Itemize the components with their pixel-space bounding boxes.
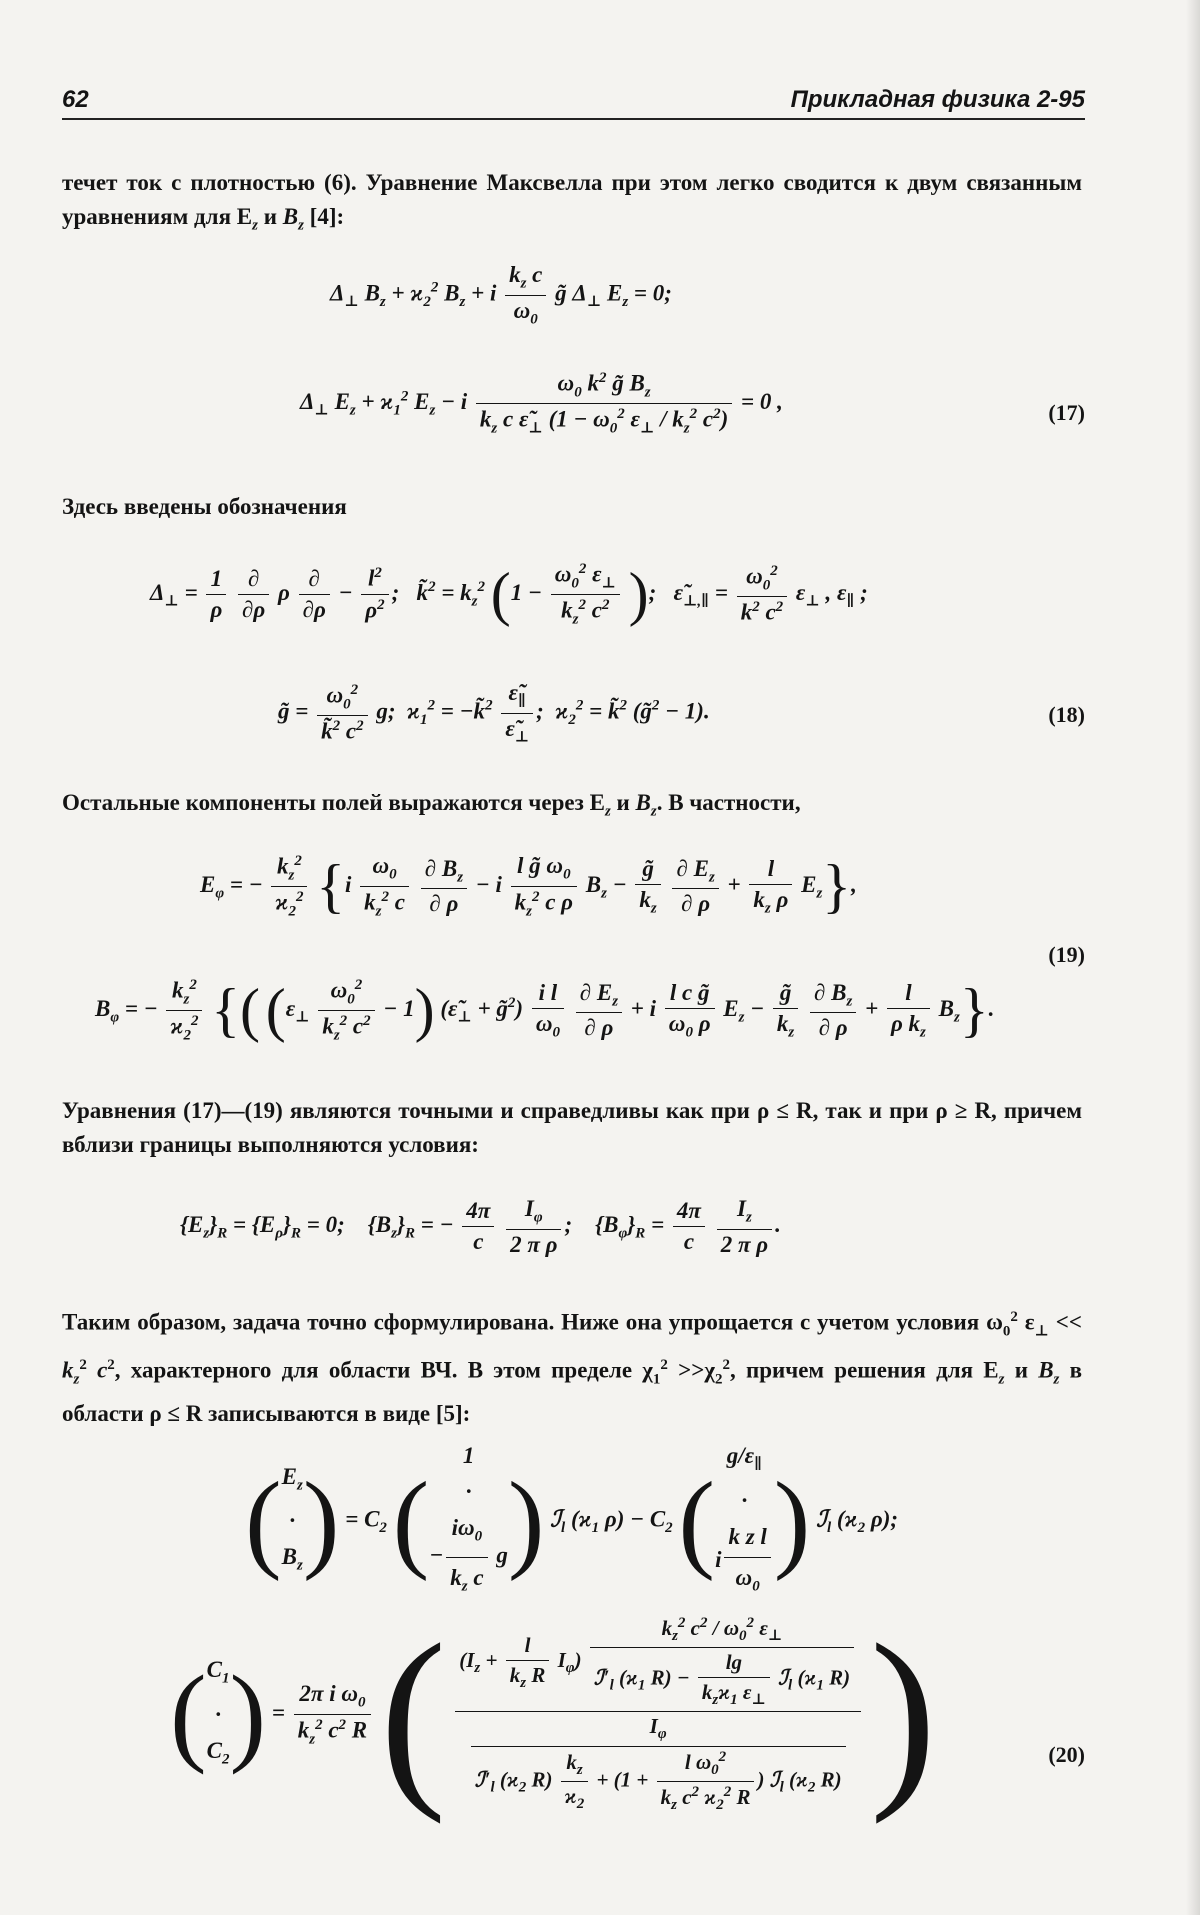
- paragraph-simplification-text: Таким образом, задача точно сформулирована. Ниже она упрощается с учетом условия ω: [62, 1309, 1003, 1335]
- paragraph-components-tail: . В частности,: [656, 790, 801, 815]
- equation-17-line2: $\Delta_\perp$ $E_z + ϰ_1^2$ $E_z - i$ $\frac{\omega_0 k^2 g̃ B_z}{k_z c \varepsiloñ_\perp (1 - \omega_0^2 \varepsilon_\perp / k_z^2 c^2)}$ = 0 ,: [300, 370, 783, 437]
- equation-20-line1: ($E_z$ · $B_z) = C_2$ (1 · − $\frac{i\omega_0}{k_z c}$ g) ℐ$_l$ ($ϰ_1$ $\rho) - C_2$ ($g/\varepsilon_\parallel$ · i $\frac{\text{k z l}}{\omega_0}$ ) ℐ$_l$ ($ϰ_2$ ρ);: [245, 1438, 898, 1604]
- equation-19-line1: $E_\varphi$ = − $\frac{k_z^2}{ϰ_2^2}$ {i $\frac{\omega_0}{k_z^2 c}$ $\frac{\partial B_z}{\partial \rho}$ − i $\frac{l g̃ \omega_0}{k_z^2 c \rho}$ $B_z$ − $\frac{g̃}{k_z}$ $\frac{\partial E_z}{\partial \rho}$ + $\frac{l}{k_z \rho}$ $E_z$},: [200, 852, 857, 920]
- page-number: 62: [62, 86, 89, 113]
- paragraph-simplification-tail: , причем решения для E: [729, 1357, 999, 1383]
- paragraph-simplification-end: в области ρ ≤ R записываются в виде [5]:: [62, 1357, 1083, 1426]
- equation-19-line2: $B_\varphi$ = − $\frac{k_z^2}{ϰ_2^2}$ {( ($\varepsilon_\perp$ $\frac{\omega_0^2}{k_z^2 c^2}$ − 1) ($\varepsiloñ_\perp$ + g̃$^2$) $\frac{\text{i l}}{\omega_0}$ $\frac{\partial E_z}{\partial \rho}$ + i $\frac{\text{l c g̃}}{\omega_0 \rho}$ $E_z$ − $\frac{g̃}{k_z}$ $\frac{\partial B_z}{\partial \rho}$ + $\frac{l}{\rho k_z}$ $B_z$}.: [95, 976, 995, 1044]
- paragraph-components-text: Остальные компоненты полей выражаются через E: [62, 790, 605, 815]
- journal-title: Прикладная физика 2-95: [790, 86, 1085, 113]
- equation-boundary-conditions: $\{E_z\}_R = \{E_\rho\}_R = 0$; $\{B_z\}_R$ = − $\frac{4\pi}{c}$ $\frac{I_\varphi}{\text{2 π ρ}}$ ; $\{B_\varphi\}_R$ = $\frac{4\pi}{c}$ $\frac{I_z}{\text{2 π ρ}}$ .: [180, 1196, 781, 1257]
- equation-number-17: (17): [1048, 400, 1085, 425]
- page-header: [62, 82, 1085, 120]
- paragraph-simplification: Таким образом, задача точно сформулирована. Ниже она упрощается с учетом условия $\omega_0^2$ $\varepsilon_\perp << k_z^2$ $c^2$, характерного для области ВЧ. В этом пределе $\chi_1^2 >>\chi_2^2$, причем решения для $E_z$ и $B_z$ в области ρ ≤ R записываются в виде [5]:: [62, 1309, 1083, 1426]
- equation-20-line2: ($C_1$ · $C_2$) = $\frac{2\pi i \omega_0}{k_z^2 c^2 R}$ ( ($I_z$ + $\frac{l}{k_z R}$ $I_\varphi$) $k_z^2$ $c^2 / \omega_0^2$ $\varepsilon_\perp$ $ℐ'_l$ ($ϰ_1$ R) − $\frac{\lg}{k_zϰ_1 \varepsilon_\perp}$ ℐ$_l$ ($ϰ_1$ R) $I_\varphi$ $ℐ'_l$ ($ϰ_2$ R) $\frac{k_z}{ϰ_2}$ + (1 + $\frac{l \omega_0^2}{k_z c^2 ϰ_2^2 R}$ ) ℐ$_l$ ($ϰ_2$ R) ): [170, 1604, 937, 1825]
- paragraph-notation: Здесь введены обозначения: [62, 494, 347, 519]
- paragraph-exact: Уравнения (17)—(19) являются точными и справедливы как при ρ ≤ R, так и при ρ ≥ R, причем вблизи границы выполняются условия:: [62, 1098, 1082, 1157]
- paragraph-simplification-mid: , характерного для области ВЧ. В этом пределе χ: [114, 1357, 653, 1383]
- paragraph-intro-tail: [4]:: [303, 204, 345, 229]
- paragraph-intro: течет ток с плотностью (6). Уравнение Максвелла при этом легко сводится к двум связанным уравнениям для $E_z$ и $B_z$ [4]:: [62, 170, 1082, 234]
- equation-18-line1: $\Delta_\perp$ = $\frac{1}{\rho}$ $\frac{\partial}{\partial\rho}$ ρ $\frac{\partial}{\partial\rho}$ − $\frac{l^2}{\rho^2}$ ; k̃$^2$ = $k_z^2$ (1 − $\frac{\omega_0^2 \varepsilon_\perp}{k_z^2 c^2}$ ); $\varepsiloñ_{\perp,\parallel}$ = $\frac{\omega_0^2}{k^2 c^2}$ $\varepsilon_\perp$ , $\varepsilon_\parallel$ ;: [150, 560, 868, 628]
- equation-18-line2: g̃ = $\frac{\omega_0^2}{k̃^2 c^2}$ g; $ϰ_1^2$ = −k̃$^2$ $\frac{\varepsiloñ_\parallel}{\varepsiloñ_\perp}$ ; $ϰ_2^2$ = k̃$^2$ (g̃$^2$ − 1).: [278, 680, 710, 746]
- equation-number-20: (20): [1048, 1742, 1085, 1767]
- scan-edge-shadow: [1186, 0, 1200, 1915]
- paragraph-intro-text: течет ток с плотностью (6). Уравнение Максвелла при этом легко сводится к двум связанным уравнениям для E: [62, 170, 1082, 229]
- equation-number-19: (19): [1048, 942, 1085, 967]
- paragraph-components: Остальные компоненты полей выражаются через $E_z$ и $B_z$. В частности,: [62, 790, 801, 820]
- equation-number-18: (18): [1048, 702, 1085, 727]
- equation-17-line1: $\Delta_\perp$ $B_z + ϰ_2^2$ $B_z + i$ $\frac{k_z c}{\omega_0}$ g̃ $\Delta_\perp$ $E_z = 0$;: [330, 262, 672, 328]
